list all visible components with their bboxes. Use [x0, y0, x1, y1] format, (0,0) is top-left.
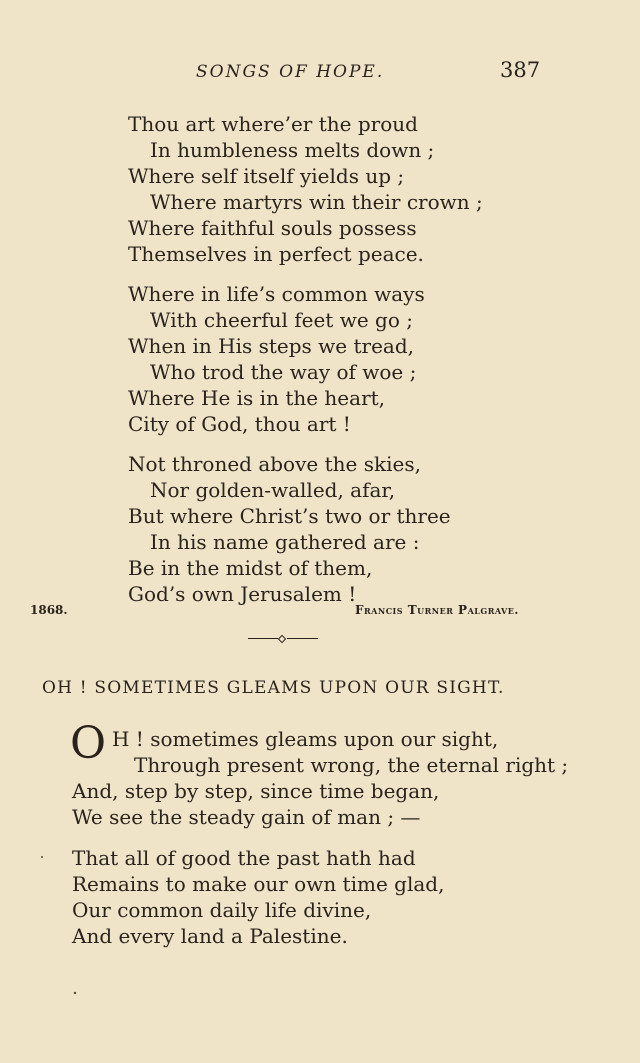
drop-cap: O	[70, 718, 107, 769]
poem-line: Where faithful souls possess	[128, 216, 417, 240]
poem-title: OH ! SOMETIMES GLEAMS UPON OUR SIGHT.	[42, 678, 505, 698]
poem-line: We see the steady gain of man ; —	[72, 805, 421, 829]
poem-line: Where martyrs win their crown ;	[150, 190, 483, 214]
poem-line: In humbleness melts down ;	[150, 138, 435, 162]
poem-line: With cheerful feet we go ;	[150, 308, 413, 332]
poem-line: God’s own Jerusalem !	[128, 582, 357, 606]
poem-line: Where self itself yields up ;	[128, 164, 405, 188]
poem-author: Francis Turner Palgrave.	[355, 603, 519, 617]
poem-line: Who trod the way of woe ;	[150, 360, 417, 384]
poem-line: When in His steps we tread,	[128, 334, 414, 358]
running-title: SONGS OF HOPE.	[196, 62, 385, 82]
poem-line: Remains to make our own time glad,	[72, 872, 445, 896]
page-number: 387	[500, 58, 541, 82]
poem-line: H ! sometimes gleams upon our sight,	[112, 727, 499, 751]
poem-line: Through present wrong, the eternal right ;	[134, 753, 569, 777]
poem-line: City of God, thou art !	[128, 412, 351, 436]
poem-line: Where He is in the heart,	[128, 386, 386, 410]
poem-year: 1868.	[30, 603, 68, 617]
poem-line: Themselves in perfect peace.	[128, 242, 424, 266]
poem-line: Nor golden-walled, afar,	[150, 478, 396, 502]
poem-line: And, step by step, since time began,	[72, 779, 440, 803]
poem-line: That all of good the past hath had	[72, 846, 416, 870]
poem-line: Where in life’s common ways	[128, 282, 425, 306]
poem-line: But where Christ’s two or three	[128, 504, 451, 528]
poem-line: Our common daily life divine,	[72, 898, 372, 922]
poem-line: Thou art where’er the proud	[128, 112, 418, 136]
poem-line: Be in the midst of them,	[128, 556, 373, 580]
poem-line: And every land a Palestine.	[72, 924, 348, 948]
poem-line: Not throned above the skies,	[128, 452, 421, 476]
poem-line: In his name gathered are :	[150, 530, 420, 554]
